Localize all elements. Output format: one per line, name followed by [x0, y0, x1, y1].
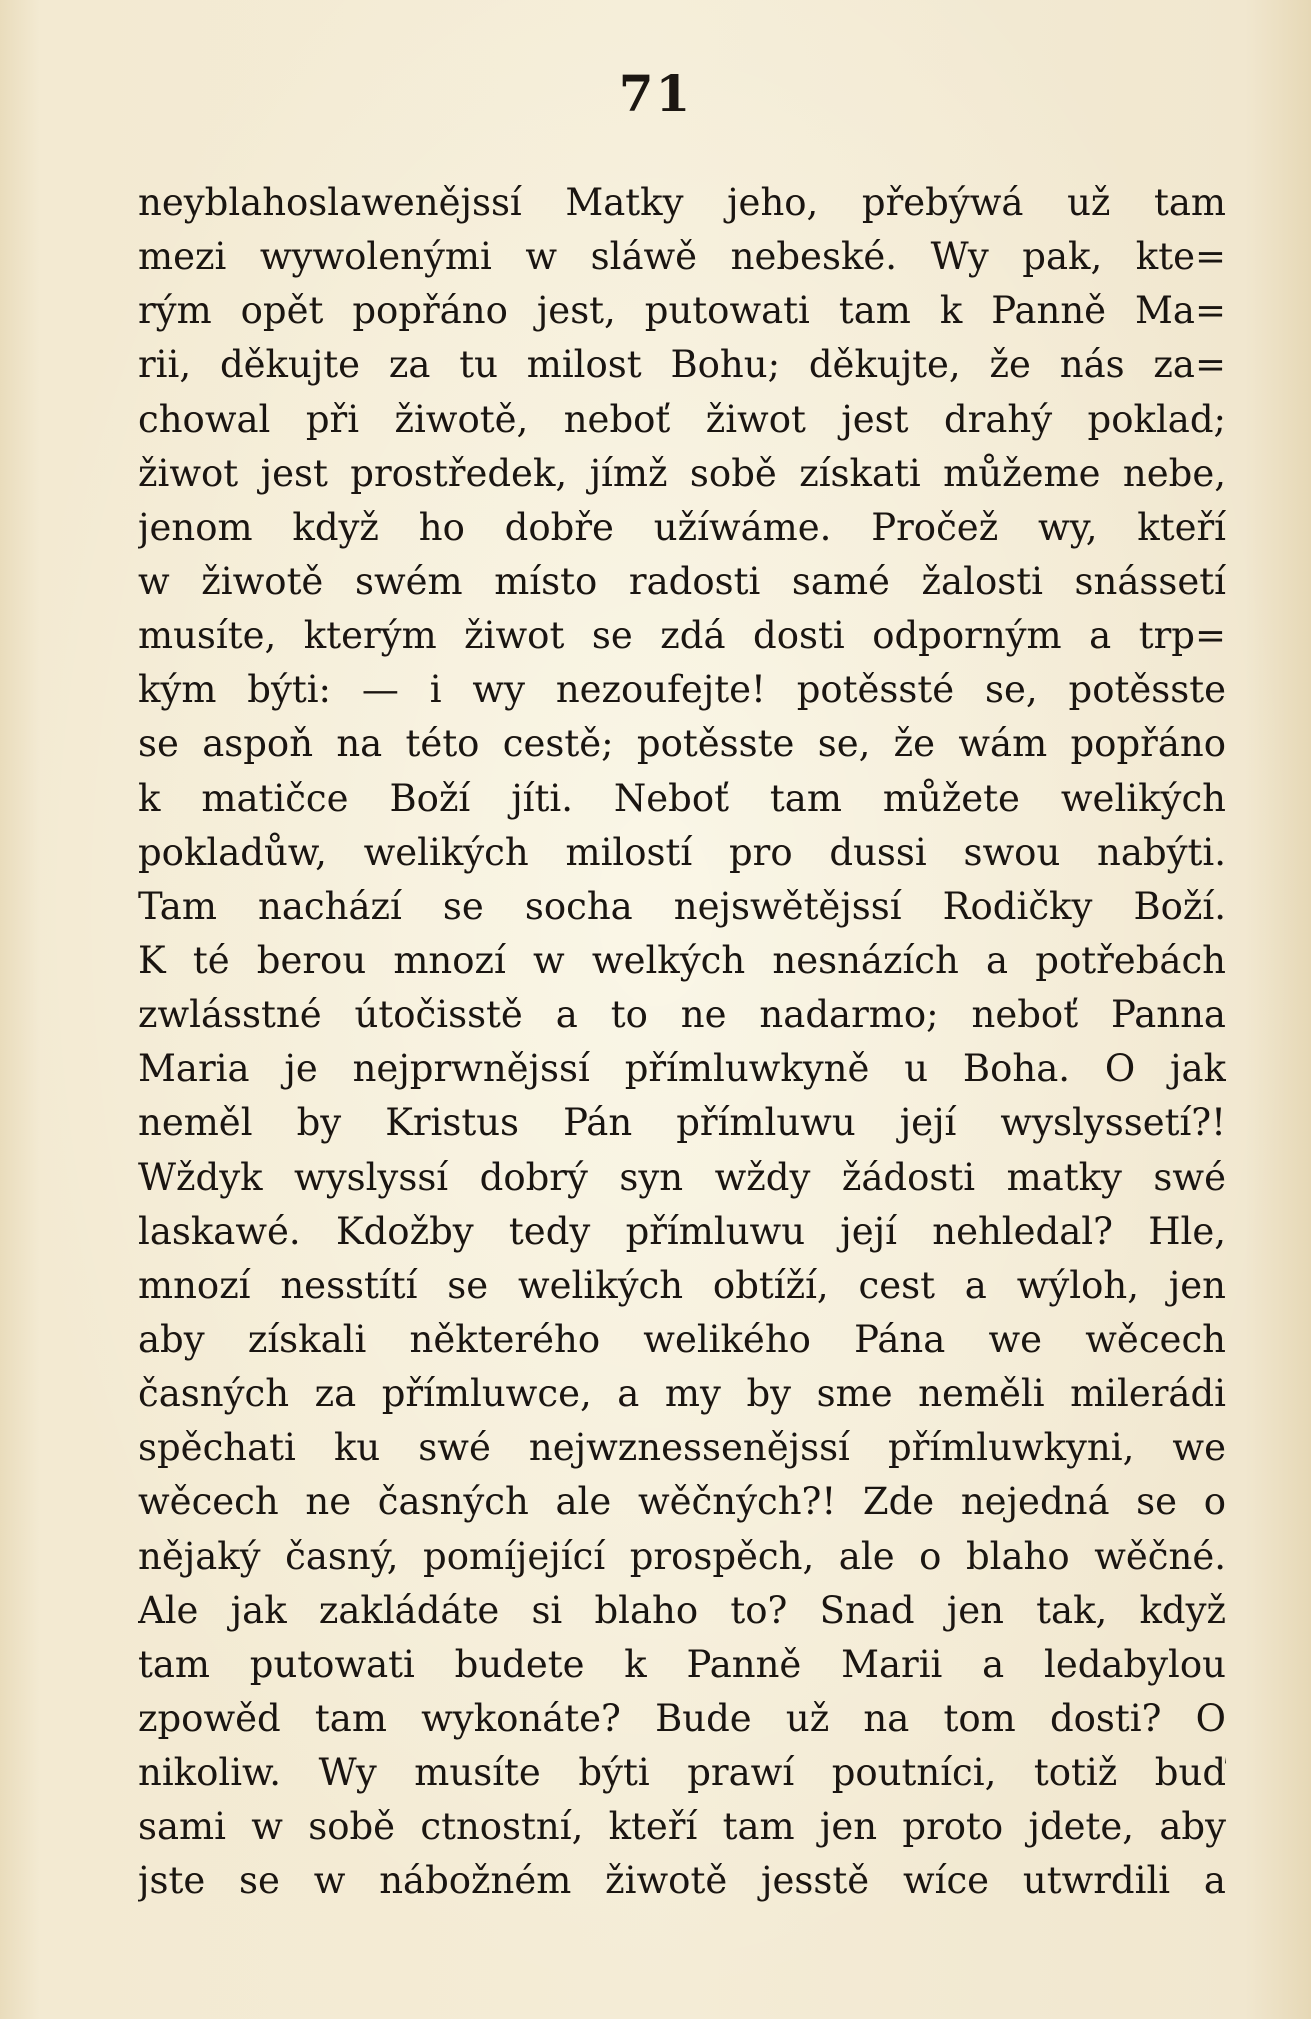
text-line: časných za přímluwce, a my by sme neměli milerádi [138, 1372, 1226, 1416]
page-number: 71 [618, 64, 693, 123]
body-text [138, 176, 1226, 1909]
text-line: Tam nachází se socha nejswětějssí Rodičky Boží. [138, 884, 1226, 928]
text-line: k matičce Boží jíti. Neboť tam můžete welikých [138, 776, 1226, 820]
text-line: Ale jak zakládáte si blaho to? Snad jen tak, když [138, 1588, 1226, 1632]
text-line: K té berou mnozí w welkých nesnázích a potřebách [138, 938, 1226, 982]
text-line: laskawé. Kdožby tedy přímluwu její nehledal? Hle, [138, 1209, 1226, 1253]
text-line: jste se w nábožném žiwotě jesstě wíce utwrdili a [138, 1859, 1226, 1903]
text-line: tam putowati budete k Panně Marii a ledabylou [138, 1642, 1226, 1686]
text-line: Maria je nejprwnějssí přímluwkyně u Boha. O jak [138, 1047, 1226, 1091]
text-line: jenom když ho dobře užíwáme. Pročež wy, kteří [138, 505, 1226, 549]
text-line: wěcech ne časných ale wěčných?! Zde nejedná se o [138, 1480, 1226, 1524]
text-line: nikoliw. Wy musíte býti prawí poutníci, totiž buď [138, 1751, 1226, 1795]
text-line: rým opět popřáno jest, putowati tam k Panně Ma= [138, 289, 1226, 333]
text-line: neyblahoslawenějssí Matky jeho, přebýwá už tam [138, 181, 1226, 224]
text-line: se aspoň na této cestě; potěsste se, že wám popřáno [138, 722, 1226, 766]
text-line: žiwot jest prostředek, jímž sobě získati můžeme nebe, [138, 451, 1226, 495]
text-line: Wždyk wyslyssí dobrý syn wždy žádosti matky swé [138, 1155, 1226, 1199]
text-line: musíte, kterým žiwot se zdá dosti odporným a trp= [138, 614, 1226, 658]
text-line: chowal při žiwotě, neboť žiwot jest drahý poklad; [138, 397, 1226, 441]
text-line: spěchati ku swé nejwznessenějssí přímluwkyni, we [138, 1426, 1226, 1470]
text-line: nějaký časný, pomíjející prospěch, ale o blaho wěčné. [138, 1534, 1226, 1578]
text-line: kým býti: — i wy nezoufejte! potěssté se, potěsste [138, 668, 1226, 712]
text-line: zwlásstné útočisstě a to ne nadarmo; neboť Panna [138, 993, 1226, 1037]
text-line: rii, děkujte za tu milost Bohu; děkujte, že nás za= [138, 343, 1226, 387]
text-line: pokladůw, welikých milostí pro dussi swou nabýti. [138, 830, 1226, 874]
text-line: zpowěd tam wykonáte? Bude už na tom dosti? O [138, 1696, 1226, 1740]
text-line: w žiwotě swém místo radosti samé žalosti snássetí [138, 559, 1226, 603]
text-line: sami w sobě ctnostní, kteří tam jen proto jdete, aby [138, 1805, 1226, 1849]
text-line: mezi wywolenými w sláwě nebeské. Wy pak, kte= [138, 235, 1226, 279]
text-line: aby získali některého welikého Pána we wěcech [138, 1317, 1226, 1361]
text-line: neměl by Kristus Pán přímluwu její wyslyssetí?! [138, 1101, 1226, 1145]
text-line: mnozí nesstítí se welikých obtíží, cest a wýloh, jen [138, 1263, 1226, 1307]
